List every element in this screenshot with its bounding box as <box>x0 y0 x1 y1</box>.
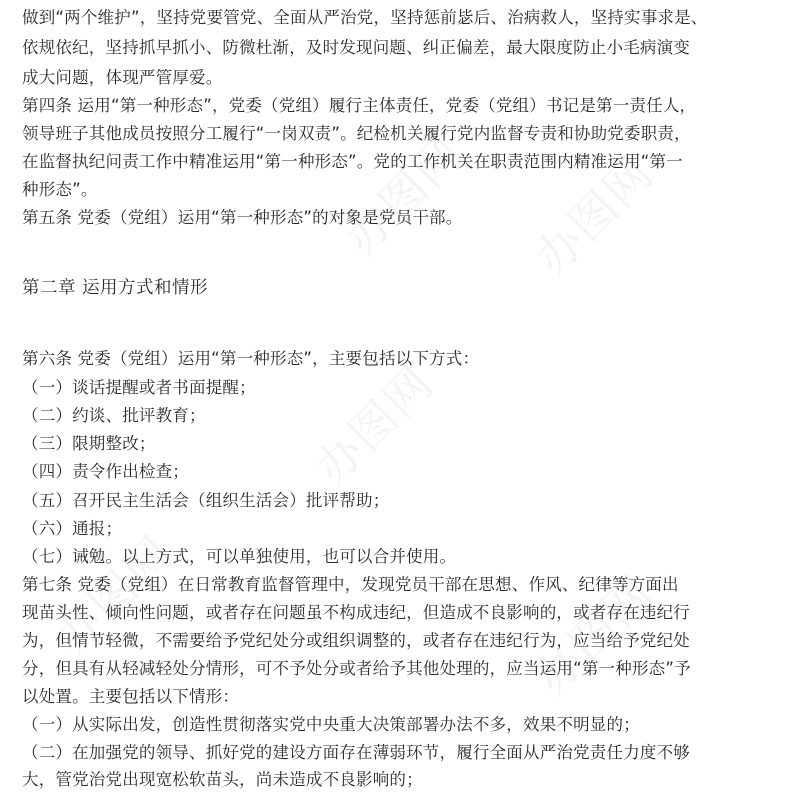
article-7-line: 第七条 党委（党组）在日常教育监督管理中，发现党员干部在思想、作风、纪律等方面出 <box>22 575 679 594</box>
text-line: 分，但具有从轻减轻处分情形，可不予处分或者给予其他处理的，应当运用“第一种形态”予 <box>22 659 691 678</box>
list-item: （二）在加强党的领导、抓好党的建设方面存在薄弱环节，履行全面从严治党责任力度不够 <box>22 743 690 762</box>
text-line: 成大问题，体现严管厚爱。 <box>22 68 223 87</box>
text-line: 为，但情节轻微，不需要给予党纪处分或组织调整的，或者存在违纪行为，应当给予党纪处 <box>22 631 690 650</box>
list-item: （六）通报； <box>22 519 123 538</box>
text-line: 以处置。主要包括以下情形： <box>22 687 240 706</box>
article-5-line: 第五条 党委（党组）运用“第一种形态”的对象是党员干部。 <box>22 208 463 227</box>
article-4-line: 第四条 运用“第一种形态”，党委（党组）履行主体责任，党委（党组）书记是第一责任人， <box>22 96 697 115</box>
list-item: （一）从实际出发，创造性贯彻落实党中央重大决策部署办法不多，效果不明显的； <box>22 715 640 734</box>
text-line: 领导班子其他成员按照分工履行“一岗双责”。纪检机关履行党内监督专责和协助党委职责， <box>22 124 691 143</box>
list-item: （一）谈话提醒或者书面提醒； <box>22 378 256 397</box>
list-item: （五）召开民主生活会（组织生活会）批评帮助； <box>22 491 390 510</box>
text-line: 依规依纪，坚持抓早抓小、防微杜渐，及时发现问题、纠正偏差，最大限度防止小毛病演变 <box>22 38 690 57</box>
list-item: 大，管党治党出现宽松软苗头，尚未造成不良影响的； <box>22 770 423 789</box>
text-line: 做到“两个维护”，坚持党要管党、全面从严治党，坚持惩前毖后、治病救人，坚持实事求是、 <box>22 8 708 27</box>
list-item: （四）责令作出检查； <box>22 462 189 481</box>
chapter-heading: 第二章 运用方式和情形 <box>22 278 209 298</box>
text-line: 现苗头性、倾向性问题，或者存在问题虽不构成违纪，但造成不良影响的，或者存在违纪行 <box>22 603 690 622</box>
list-item: （二）约谈、批评教育； <box>22 406 206 425</box>
document-page <box>22 0 782 800</box>
text-line: 在监督执纪问责工作中精准运用“第一种形态”。党的工作机关在职责范围内精准运用“第一 <box>22 152 683 171</box>
list-item: （三）限期整改； <box>22 434 156 453</box>
list-item: （七）诫勉。以上方式，可以单独使用，也可以合并使用。 <box>22 547 457 566</box>
text-line: 种形态”。 <box>22 180 98 199</box>
article-6-line: 第六条 党委（党组）运用“第一种形态”，主要包括以下方式： <box>22 349 480 368</box>
